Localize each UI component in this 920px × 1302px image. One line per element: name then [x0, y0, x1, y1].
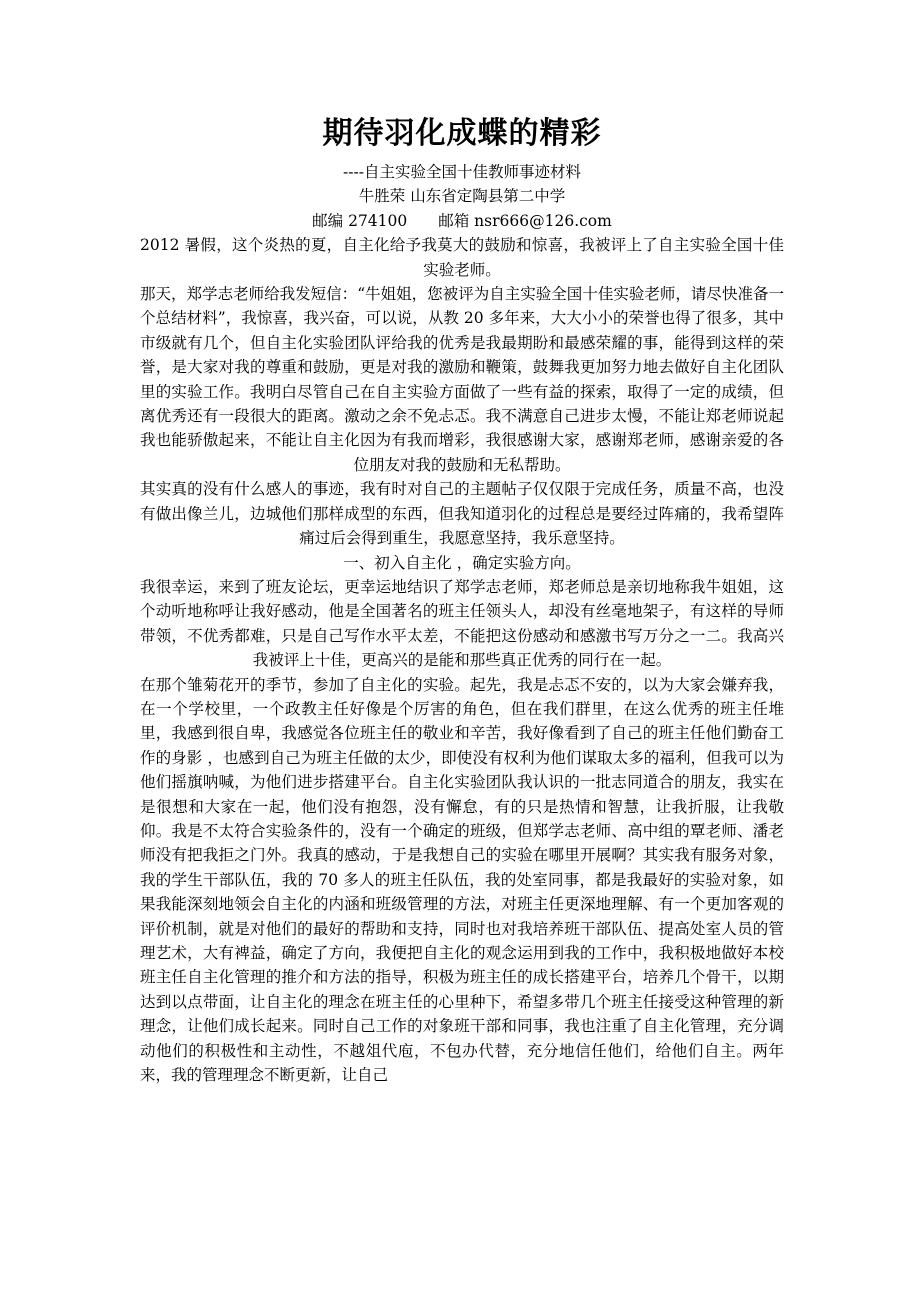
section-heading-1: 一、初入自主化 ，确定实验方向。 — [343, 553, 581, 572]
paragraph-sms: 那天，郑学志老师给我发短信：“牛姐姐，您被评为自主实验全国十佳实验老师，请尽快准备一个总结材料”，我惊喜，我兴奋，可以说，从教 20 多年来，大大小小的荣誉也得了很多，其中市级就有几个，但自主化实验团队评给我的优秀是我最期盼和最感荣耀的事，能得到这样的荣誉，是大家对我的尊重和鼓励，更是对我的激励和鞭策，鼓舞我更加努力地去做好自主化团队里的实验工作。我明白尽管自己在自主实验方面做了一些有益的探索，取得了一定的成绩，但离优秀还有一段很大的距离。激动之余不免忐忑。我不满意自己进步太慢，不能让郑老师说起我也能骄傲起来，不能让自主化因为有我而增彩，我很感谢大家，感谢郑老师，感谢亲爱的各位朋友对我的鼓励和无私帮助。 — [140, 285, 784, 474]
document-title: 期待羽化成蝶的精彩 — [322, 116, 602, 151]
paragraph-reflection: 其实真的没有什么感人的事迹，我有时对自己的主题帖子仅仅限于完成任务，质量不高，也没有做出像兰儿，边城他们那样成型的东西，但我知道羽化的过程总是要经过阵痛的，我希望阵痛过后会得到重生，我愿意坚持，我乐意坚持。 — [140, 480, 784, 548]
paragraph-intro: 2012 暑假，这个炎热的夏，自主化给予我莫大的鼓励和惊喜，我被评上了自主实验全国十佳实验老师。 — [140, 236, 784, 279]
document-subtitle: ----自主实验全国十佳教师事迹材料 — [343, 163, 581, 181]
paragraph-experiment: 在那个雏菊花开的季节，参加了自主化的实验。起先，我是忐忑不安的，以为大家会嫌弃我，在一个学校里，一个政教主任好像是个厉害的角色，但在我们群里，在这么优秀的班主任堆里，我感到很自卑，我感觉各位班主任的敬业和辛苦，我好像看到了自己的班主任他们勤奋工作的身影 ，也感到自己为班主任做的太少，即使没有权利为他们谋取太多的福利，但我可以为他们摇旗呐喊，为他们进步搭建平台。自主化实验团队我认识的一批志同道合的朋友，我实在是很想和大家在一起，他们没有抱怨，没有懈怠，有的只是热情和智慧，让我折服，让我敬仰。我是不太符合实验条件的，没有一个确定的班级，但郑学志老师、高中组的覃老师、潘老师没有把我拒之门外。我真的感动，于是我想自己的实验在哪里开展啊？其实我有服务对象，我的学生干部队伍，我的 70 多人的班主任队伍，我的处室同事，都是我最好的实验对象，如果我能深刻地领会自主化的内涵和班级管理的方法，对班主任更深地理解、有一个更加客观的评价机制，就是对他们的最好的帮助和支持，同时也对我培养班干部队伍、提高处室人员的管理艺术，大有裨益，确定了方向，我便把自主化的观念运用到我的工作中，我积极地做好本校班主任自主化管理的推介和方法的指导，积极为班主任的成长搭建平台，培养几个骨干，以期达到以点带面，让自主化的理念在班主任的心里种下，希望多带几个班主任接受这种管理的新理念，让他们成长起来。同时自己工作的对象班干部和同事，我也注重了自主化管理，充分调动他们的积极性和主动性，不越俎代庖，不包办代替，充分地信任他们，给他们自主。两年来，我的管理理念不断更新，让自己 — [140, 675, 784, 1085]
paragraph-forum: 我很幸运，来到了班友论坛，更幸运地结识了郑学志老师，郑老师总是亲切地称我牛姐姐，这个动听地称呼让我好感动，他是全国著名的班主任领头人，却没有丝毫地架子，有这样的导师带领，不优秀都难，只是自己写作水平太差，不能把这份感动和感激书写万分之一二。我高兴我被评上十佳，更高兴的是能和那些真正优秀的同行在一起。 — [140, 577, 784, 670]
contact-line: 邮编 274100 邮箱 nsr666@126.com — [312, 211, 612, 230]
author-line: 牛胜荣 山东省定陶县第二中学 — [358, 187, 566, 206]
document-page — [140, 108, 784, 1087]
